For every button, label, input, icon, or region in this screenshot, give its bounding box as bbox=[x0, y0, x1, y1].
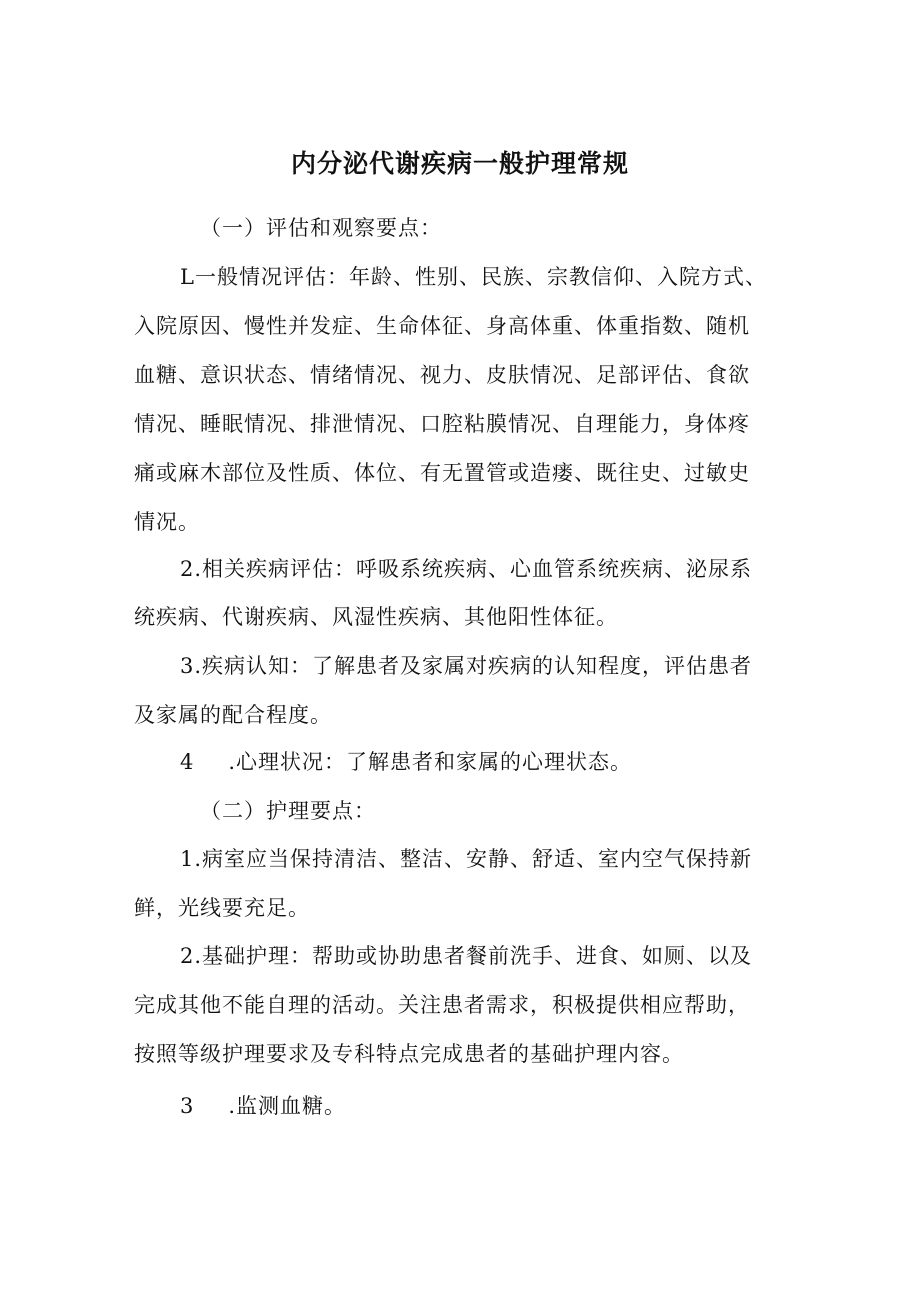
section-1-item-3-line-2: 及家属的配合程度。 bbox=[134, 703, 332, 727]
section-1-item-1-line-2: 入院原因、慢性并发症、生命体征、身高体重、体重指数、随机 bbox=[134, 314, 750, 338]
section-1-item-2-line-1: 2.相关疾病评估：呼吸系统疾病、心血管系统疾病、泌尿系 bbox=[180, 557, 753, 581]
section-2-item-2-line-1: 2.基础护理：帮助或协助患者餐前洗手、进食、如厕、以及 bbox=[180, 944, 753, 968]
section-1-item-1-line-4: 情况、睡眠情况、排泄情况、口腔粘膜情况、自理能力，身体疼 bbox=[134, 412, 750, 436]
section-2-item-1-line-1: 1.病室应当保持清洁、整洁、安静、舒适、室内空气保持新 bbox=[180, 847, 753, 871]
section-1-item-3-line-1: 3.疾病认知：了解患者及家属对疾病的认知程度，评估患者 bbox=[180, 654, 753, 678]
section-2-item-3 bbox=[180, 1090, 346, 1122]
section-2-item-2-line-3: 按照等级护理要求及专科特点完成患者的基础护理内容。 bbox=[134, 1042, 684, 1066]
document-title: 内分泌代谢疾病一般护理常规 bbox=[290, 149, 629, 178]
section-2-heading: （二）护理要点： bbox=[200, 799, 376, 823]
section-2-item-3-text: .监测血糖。 bbox=[228, 1094, 347, 1118]
section-1-item-4 bbox=[180, 746, 632, 778]
section-1-item-1-line-1: L一般情况评估：年龄、性别、民族、宗教信仰、入院方式、 bbox=[180, 265, 767, 289]
section-2-item-1-line-2: 鲜，光线要充足。 bbox=[134, 896, 310, 920]
section-1-item-1-line-3: 血糖、意识状态、情绪情况、视力、皮肤情况、足部评估、食欲 bbox=[134, 363, 750, 387]
section-1-heading: （一）评估和观察要点： bbox=[200, 216, 442, 240]
section-2-item-2-line-2: 完成其他不能自理的活动。关注患者需求，积极提供相应帮助， bbox=[134, 993, 750, 1017]
section-2-item-3-number: 3 bbox=[180, 1094, 195, 1118]
section-1-item-4-number: 4 bbox=[180, 750, 195, 774]
section-1-item-1-line-6: 情况。 bbox=[134, 510, 200, 534]
section-1-item-2-line-2: 统疾病、代谢疾病、风湿性疾病、其他阳性体征。 bbox=[134, 605, 618, 629]
section-1-item-4-text: .心理状况：了解患者和家属的心理状态。 bbox=[228, 750, 633, 774]
section-1-item-1-line-5: 痛或麻木部位及性质、体位、有无置管或造瘘、既往史、过敏史 bbox=[134, 461, 750, 485]
